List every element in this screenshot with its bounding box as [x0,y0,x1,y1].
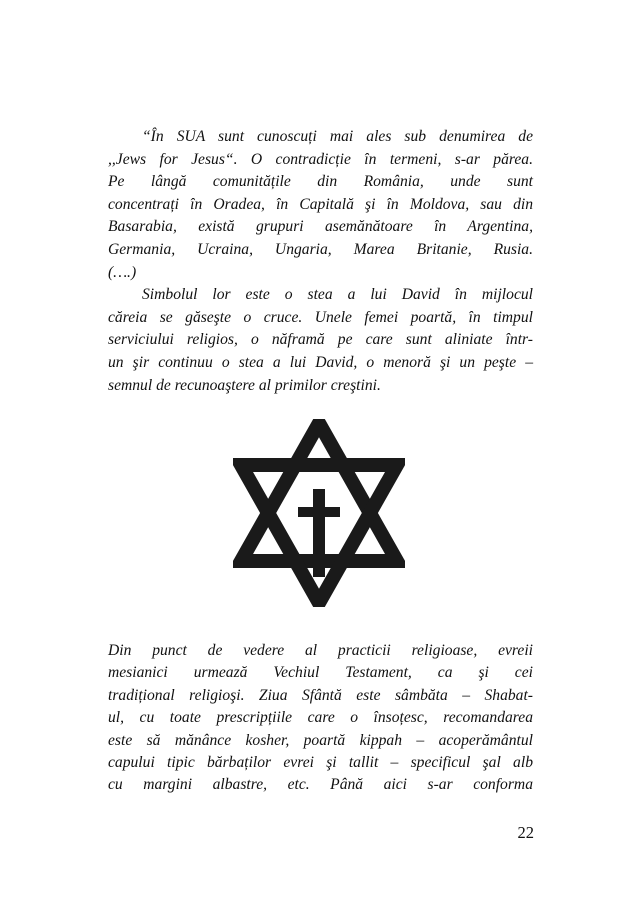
quote-line: Pe lângă comunitățile din România, unde sunt [108,173,533,191]
body-line: ul, cu toate prescripțiile care o însoțesc, recomandarea [108,709,533,727]
quote-line: concentrați în Oradea, în Capitală şi în Moldova, sau din [108,195,533,213]
quote-line: Basarabia, există grupuri asemănătoare în Argentina, [108,218,533,236]
body-paragraph [108,640,533,797]
body-line: Din punct de vedere al practicii religioase, evreii [108,642,533,659]
quote-line: Germania, Ucraina, Ungaria, Marea Britanie, Rusia. [108,240,533,258]
quote-line: ,,Jews for Jesus“. O contradicție în termeni, s-ar părea. [108,150,533,168]
quote-line: un şir continuu o stea a lui David, o menoră şi un peşte – [108,353,533,371]
body-line: capului tipic bărbaților evrei şi tallit – specificul şal alb [108,753,533,771]
quote-line: semnul de recunoaştere al primilor creştini. [108,376,381,394]
quote-line: “În SUA sunt cunoscuți mai ales sub denumirea de [142,128,533,145]
star-of-david-with-cross-icon [233,419,405,607]
quote-line: căreia se găseşte o cruce. Unele femei poartă, în timpul [108,308,533,326]
body-line: este să mănânce kosher, poartă kippah – acoperământul [108,731,533,749]
body-line: mesianici urmează Vechiul Testament, ca şi cei [108,664,533,682]
page-number: 22 [517,823,534,842]
quote-block [108,126,533,397]
quote-line: (….) [108,263,137,281]
body-line: cu margini albastre, etc. Până aici s-ar conforma [108,776,533,794]
quote-line: Simbolul lor este o stea a lui David în mijlocul [142,286,533,304]
quote-line: serviciului religios, o năframă pe care sunt aliniate într- [108,331,533,349]
body-line: tradițional religioşi. Ziua Sfântă este sâmbăta – Shabat- [108,686,533,704]
